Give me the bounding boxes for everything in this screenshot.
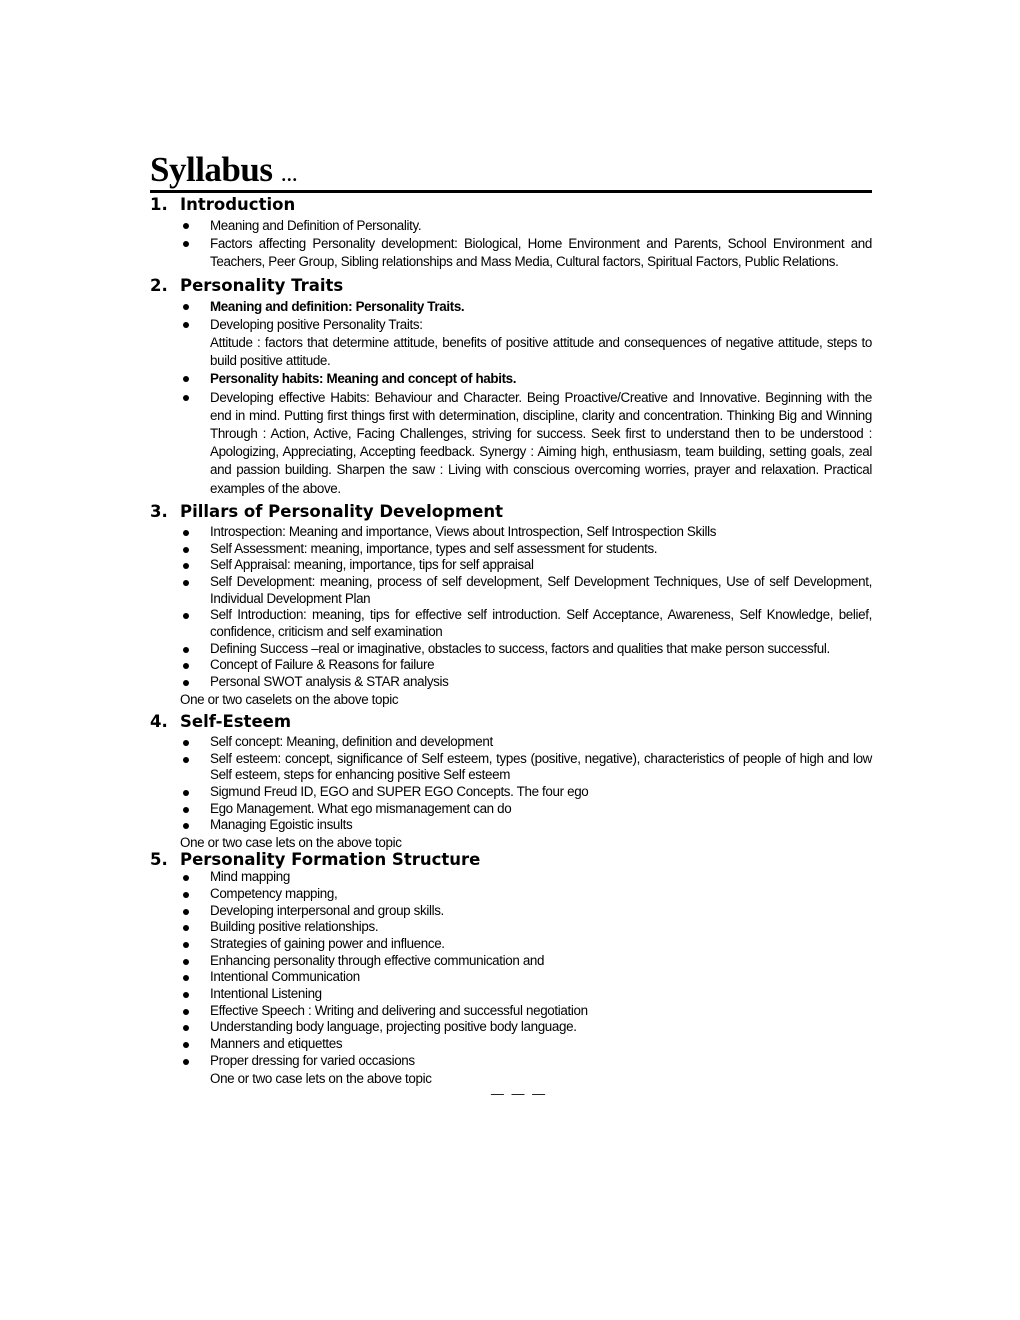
section-personality-traits bbox=[150, 274, 872, 498]
section-title: Personality Traits bbox=[180, 275, 344, 295]
list-item: Meaning and Definition of Personality. bbox=[210, 217, 872, 235]
section-heading bbox=[150, 193, 872, 217]
list-item: Ego Management. What ego mismanagement can do bbox=[210, 801, 872, 818]
section-number: 4. bbox=[150, 711, 168, 731]
section-pillars bbox=[150, 500, 872, 708]
list-item: Developing positive Personality Traits: bbox=[210, 316, 872, 334]
list-item: Self esteem: concept, significance of Self esteem, types (positive, negative), characteristics of people of high and low Self esteem, steps for enhancing positive Self esteem bbox=[210, 750, 872, 783]
list-item: Factors affecting Personality development: Biological, Home Environment and Parents, School Environment and Teachers, Peer Group, Sibling relationships and Mass Media, Cultural factors, Spiritual Factors, Public Relations. bbox=[210, 235, 872, 271]
section-heading bbox=[150, 851, 872, 869]
section-number: 1. bbox=[150, 195, 168, 214]
section-items bbox=[150, 217, 872, 272]
syllabus-page bbox=[150, 150, 872, 1101]
list-item: Self Appraisal: meaning, importance, tips for self appraisal bbox=[210, 557, 872, 574]
section-title: Self-Esteem bbox=[180, 711, 292, 731]
list-item: Self concept: Meaning, definition and development bbox=[210, 734, 872, 751]
section-items bbox=[150, 524, 872, 691]
list-item: Self Introduction: meaning, tips for effective self introduction. Self Acceptance, Awareness, Self Knowledge, belief, confidence, criticism and self examination bbox=[210, 607, 872, 640]
section-items bbox=[150, 734, 872, 834]
list-item: Developing interpersonal and group skills. bbox=[210, 903, 872, 920]
section-title: Introduction bbox=[180, 195, 296, 214]
list-item: Understanding body language, projecting positive body language. bbox=[210, 1019, 872, 1036]
section-personality-formation bbox=[150, 851, 872, 1086]
page-title bbox=[150, 150, 872, 190]
section-items bbox=[150, 869, 872, 1069]
end-mark: — — — bbox=[490, 1085, 548, 1101]
list-item: Sigmund Freud ID, EGO and SUPER EGO Concepts. The four ego bbox=[210, 784, 872, 801]
list-item: Managing Egoistic insults bbox=[210, 817, 872, 834]
list-item: Concept of Failure & Reasons for failure bbox=[210, 657, 872, 674]
list-item: Meaning and definition: Personality Traits. bbox=[210, 298, 872, 316]
list-item: Competency mapping, bbox=[210, 886, 872, 903]
list-item: Defining Success –real or imaginative, obstacles to success, factors and qualities that make person successful. bbox=[210, 641, 872, 658]
list-item: Strategies of gaining power and influence. bbox=[210, 936, 872, 953]
list-item: Intentional Listening bbox=[210, 986, 872, 1003]
list-item: Effective Speech : Writing and delivering and successful negotiation bbox=[210, 1003, 872, 1020]
section-number: 2. bbox=[150, 275, 168, 295]
section-note: One or two case lets on the above topic bbox=[180, 835, 402, 851]
list-item: Proper dressing for varied occasions bbox=[210, 1053, 872, 1070]
section-heading bbox=[150, 710, 872, 734]
page-title-text: Syllabus bbox=[150, 150, 273, 189]
section-items bbox=[150, 298, 872, 498]
list-item: Intentional Communication bbox=[210, 969, 872, 986]
list-item: Personality habits: Meaning and concept of habits. bbox=[210, 370, 872, 388]
section-introduction bbox=[150, 193, 872, 272]
section-title: Personality Formation Structure bbox=[180, 850, 481, 870]
section-self-esteem bbox=[150, 710, 872, 851]
section-note: One or two caselets on the above topic bbox=[180, 691, 399, 707]
section-note: One or two case lets on the above topic bbox=[210, 1070, 432, 1086]
section-title: Pillars of Personality Development bbox=[180, 501, 503, 521]
list-item: Building positive relationships. bbox=[210, 919, 872, 936]
section-heading bbox=[150, 274, 872, 298]
list-item: Manners and etiquettes bbox=[210, 1036, 872, 1053]
section-number: 5. bbox=[150, 850, 168, 870]
list-item: Self Development: meaning, process of self development, Self Development Techniques, Use of self Development, Individual Development Plan bbox=[210, 573, 872, 606]
list-item-continuation: Attitude : factors that determine attitude, benefits of positive attitude and consequences of negative attitude, steps to build positive attitude. bbox=[210, 335, 872, 369]
list-item: Developing effective Habits: Behaviour and Character. Being Proactive/Creative and Innovative. Beginning with the end in mind. Putting first things first with determination, discipline, clarity and concentration. Thinking Big and Winning Through : Action, Active, Facing Challenges, striving for success. Seek first to understand then to be understood : Apologizing, Appreciating, Accepting feedback. Synergy : Aiming high, enthusiasm, team building, setting goals, zeal and passion building. Sharpen the saw : Living with conscious overcoming worries, prayer and relaxation. Practical examples of the above. bbox=[210, 389, 872, 498]
list-item: Self Assessment: meaning, importance, types and self assessment for students. bbox=[210, 541, 872, 558]
section-heading bbox=[150, 500, 872, 524]
list-item: Mind mapping bbox=[210, 869, 872, 886]
list-item: Personal SWOT analysis & STAR analysis bbox=[210, 674, 872, 691]
list-item: Enhancing personality through effective communication and bbox=[210, 953, 872, 970]
page-title-suffix: ... bbox=[280, 161, 298, 187]
section-number: 3. bbox=[150, 501, 168, 521]
list-item: Introspection: Meaning and importance, Views about Introspection, Self Introspection Skills bbox=[210, 524, 872, 541]
